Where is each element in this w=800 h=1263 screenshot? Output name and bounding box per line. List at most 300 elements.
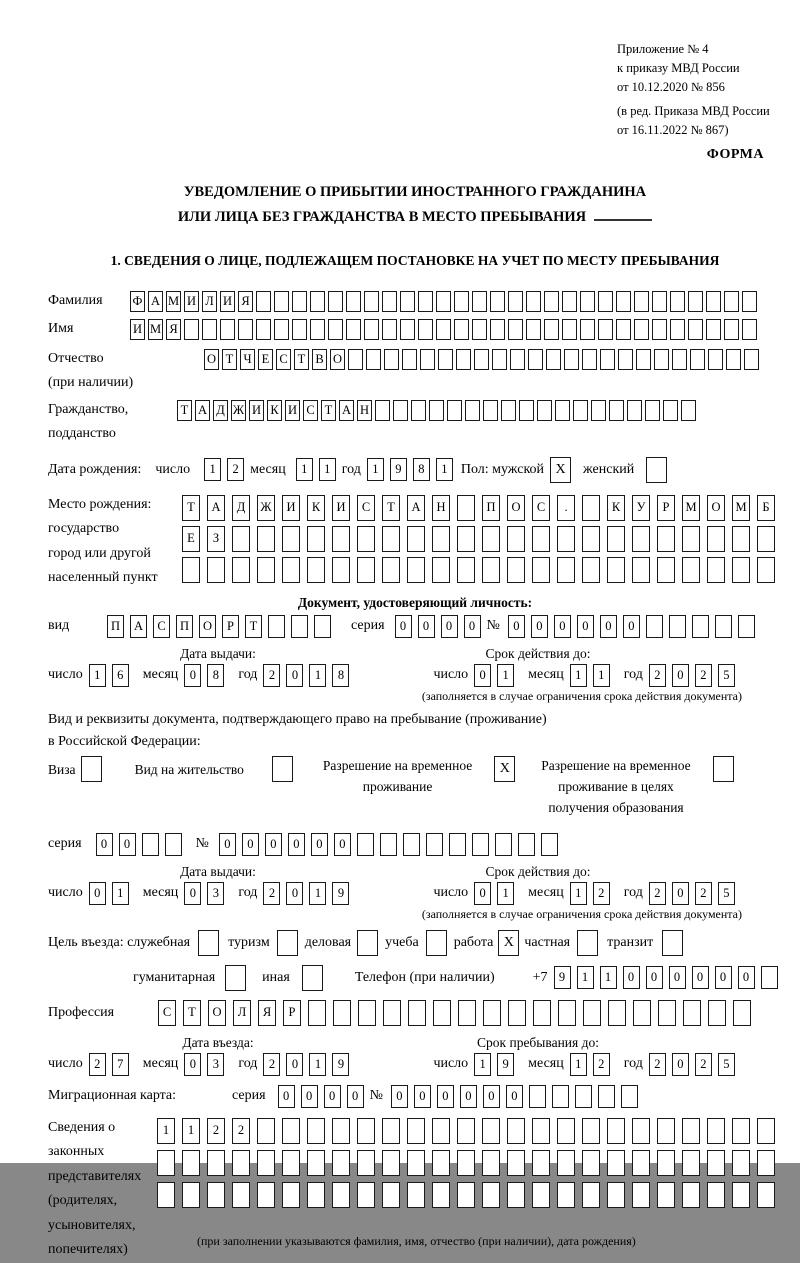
char-cell[interactable]: 0 bbox=[672, 882, 689, 905]
char-cell[interactable]: 0 bbox=[437, 1085, 454, 1108]
char-cell[interactable] bbox=[490, 291, 505, 312]
char-cell[interactable] bbox=[757, 1182, 775, 1208]
char-cell[interactable] bbox=[657, 526, 675, 552]
char-cell[interactable] bbox=[507, 1118, 525, 1144]
char-cell[interactable]: 1 bbox=[182, 1118, 200, 1144]
char-cell[interactable]: 7 bbox=[112, 1053, 129, 1076]
char-cell[interactable] bbox=[598, 319, 613, 340]
char-cell[interactable] bbox=[433, 1000, 451, 1026]
char-cell[interactable] bbox=[627, 400, 642, 421]
char-cell[interactable]: 0 bbox=[531, 615, 548, 638]
char-cell[interactable] bbox=[532, 557, 550, 583]
char-cell[interactable]: 2 bbox=[263, 664, 280, 687]
purpose-tourism-checkbox[interactable] bbox=[277, 930, 298, 956]
char-cell[interactable]: 1 bbox=[309, 1053, 326, 1076]
char-cell[interactable]: Ч bbox=[240, 349, 255, 370]
char-cell[interactable] bbox=[658, 1000, 676, 1026]
char-cell[interactable] bbox=[232, 557, 250, 583]
char-cell[interactable]: 0 bbox=[600, 615, 617, 638]
char-cell[interactable]: Я bbox=[238, 291, 253, 312]
char-cell[interactable]: 0 bbox=[347, 1085, 364, 1108]
char-cell[interactable] bbox=[308, 1000, 326, 1026]
char-cell[interactable]: А bbox=[130, 615, 147, 638]
visa-checkbox[interactable] bbox=[81, 756, 102, 782]
char-cell[interactable]: О bbox=[707, 495, 725, 521]
char-cell[interactable] bbox=[706, 291, 721, 312]
char-cell[interactable]: 0 bbox=[288, 833, 305, 856]
char-cell[interactable] bbox=[307, 526, 325, 552]
char-cell[interactable] bbox=[537, 400, 552, 421]
char-cell[interactable] bbox=[557, 557, 575, 583]
char-cell[interactable] bbox=[682, 1118, 700, 1144]
char-cell[interactable] bbox=[526, 291, 541, 312]
char-cell[interactable]: Р bbox=[222, 615, 239, 638]
char-cell[interactable] bbox=[532, 1182, 550, 1208]
purpose-transit-checkbox[interactable] bbox=[662, 930, 683, 956]
char-cell[interactable]: 1 bbox=[309, 664, 326, 687]
char-cell[interactable] bbox=[573, 400, 588, 421]
temp-residence-edu-checkbox[interactable] bbox=[713, 756, 734, 782]
char-cell[interactable] bbox=[407, 1150, 425, 1176]
char-cell[interactable]: 2 bbox=[232, 1118, 250, 1144]
char-cell[interactable] bbox=[706, 319, 721, 340]
char-cell[interactable] bbox=[257, 557, 275, 583]
char-cell[interactable]: И bbox=[249, 400, 264, 421]
char-cell[interactable] bbox=[157, 1150, 175, 1176]
char-cell[interactable]: Т bbox=[245, 615, 262, 638]
char-cell[interactable]: Т bbox=[177, 400, 192, 421]
char-cell[interactable]: 0 bbox=[242, 833, 259, 856]
char-cell[interactable]: 0 bbox=[119, 833, 136, 856]
char-cell[interactable] bbox=[328, 319, 343, 340]
char-cell[interactable] bbox=[707, 557, 725, 583]
char-cell[interactable]: 0 bbox=[646, 966, 663, 989]
char-cell[interactable] bbox=[507, 557, 525, 583]
char-cell[interactable]: К bbox=[307, 495, 325, 521]
char-cell[interactable] bbox=[582, 1118, 600, 1144]
char-cell[interactable] bbox=[457, 495, 475, 521]
char-cell[interactable] bbox=[757, 557, 775, 583]
char-cell[interactable] bbox=[182, 1182, 200, 1208]
char-cell[interactable] bbox=[407, 1118, 425, 1144]
char-cell[interactable] bbox=[732, 557, 750, 583]
char-cell[interactable] bbox=[757, 526, 775, 552]
char-cell[interactable] bbox=[508, 1000, 526, 1026]
char-cell[interactable] bbox=[657, 1150, 675, 1176]
char-cell[interactable] bbox=[682, 526, 700, 552]
char-cell[interactable]: 1 bbox=[436, 458, 453, 481]
char-cell[interactable]: 0 bbox=[474, 882, 491, 905]
char-cell[interactable]: 1 bbox=[570, 1053, 587, 1076]
char-cell[interactable] bbox=[142, 833, 159, 856]
char-cell[interactable] bbox=[652, 291, 667, 312]
char-cell[interactable] bbox=[182, 557, 200, 583]
char-cell[interactable] bbox=[310, 291, 325, 312]
char-cell[interactable] bbox=[669, 615, 686, 638]
char-cell[interactable] bbox=[724, 291, 739, 312]
char-cell[interactable] bbox=[608, 1000, 626, 1026]
char-cell[interactable] bbox=[657, 1118, 675, 1144]
char-cell[interactable]: К bbox=[267, 400, 282, 421]
char-cell[interactable] bbox=[482, 526, 500, 552]
char-cell[interactable] bbox=[600, 349, 615, 370]
char-cell[interactable] bbox=[328, 291, 343, 312]
char-cell[interactable] bbox=[472, 319, 487, 340]
char-cell[interactable] bbox=[157, 1182, 175, 1208]
char-cell[interactable]: 9 bbox=[332, 1053, 349, 1076]
purpose-study-checkbox[interactable] bbox=[426, 930, 447, 956]
char-cell[interactable]: И bbox=[130, 319, 145, 340]
char-cell[interactable] bbox=[557, 526, 575, 552]
char-cell[interactable]: С bbox=[276, 349, 291, 370]
char-cell[interactable] bbox=[482, 557, 500, 583]
char-cell[interactable] bbox=[282, 557, 300, 583]
char-cell[interactable]: В bbox=[312, 349, 327, 370]
char-cell[interactable] bbox=[291, 615, 308, 638]
purpose-humanitarian-checkbox[interactable] bbox=[225, 965, 246, 991]
char-cell[interactable] bbox=[621, 1085, 638, 1108]
char-cell[interactable] bbox=[332, 526, 350, 552]
char-cell[interactable] bbox=[482, 1182, 500, 1208]
char-cell[interactable]: Е bbox=[182, 526, 200, 552]
char-cell[interactable]: З bbox=[207, 526, 225, 552]
purpose-business-checkbox[interactable] bbox=[357, 930, 378, 956]
char-cell[interactable] bbox=[688, 319, 703, 340]
char-cell[interactable]: 0 bbox=[483, 1085, 500, 1108]
char-cell[interactable]: 2 bbox=[227, 458, 244, 481]
char-cell[interactable]: Н bbox=[357, 400, 372, 421]
char-cell[interactable] bbox=[282, 526, 300, 552]
char-cell[interactable] bbox=[483, 1000, 501, 1026]
char-cell[interactable] bbox=[683, 1000, 701, 1026]
char-cell[interactable] bbox=[508, 291, 523, 312]
char-cell[interactable] bbox=[400, 319, 415, 340]
char-cell[interactable]: М bbox=[148, 319, 163, 340]
char-cell[interactable]: 2 bbox=[695, 664, 712, 687]
char-cell[interactable] bbox=[382, 1182, 400, 1208]
char-cell[interactable] bbox=[400, 291, 415, 312]
char-cell[interactable] bbox=[533, 1000, 551, 1026]
char-cell[interactable] bbox=[307, 557, 325, 583]
char-cell[interactable] bbox=[182, 1150, 200, 1176]
char-cell[interactable]: 2 bbox=[89, 1053, 106, 1076]
char-cell[interactable]: Т bbox=[321, 400, 336, 421]
char-cell[interactable]: 0 bbox=[715, 966, 732, 989]
char-cell[interactable]: О bbox=[507, 495, 525, 521]
char-cell[interactable] bbox=[742, 291, 757, 312]
char-cell[interactable] bbox=[557, 1150, 575, 1176]
char-cell[interactable]: О bbox=[199, 615, 216, 638]
char-cell[interactable] bbox=[358, 1000, 376, 1026]
char-cell[interactable]: С bbox=[532, 495, 550, 521]
char-cell[interactable]: Б bbox=[757, 495, 775, 521]
char-cell[interactable] bbox=[407, 557, 425, 583]
char-cell[interactable] bbox=[732, 1150, 750, 1176]
char-cell[interactable]: 2 bbox=[263, 1053, 280, 1076]
char-cell[interactable]: 9 bbox=[332, 882, 349, 905]
char-cell[interactable] bbox=[282, 1182, 300, 1208]
char-cell[interactable] bbox=[744, 349, 759, 370]
char-cell[interactable]: 0 bbox=[334, 833, 351, 856]
sex-male-checkbox[interactable]: X bbox=[550, 457, 571, 483]
char-cell[interactable] bbox=[220, 319, 235, 340]
char-cell[interactable]: 0 bbox=[577, 615, 594, 638]
char-cell[interactable] bbox=[634, 291, 649, 312]
char-cell[interactable] bbox=[307, 1118, 325, 1144]
char-cell[interactable] bbox=[645, 400, 660, 421]
char-cell[interactable] bbox=[457, 1150, 475, 1176]
char-cell[interactable] bbox=[418, 319, 433, 340]
char-cell[interactable]: 0 bbox=[395, 615, 412, 638]
char-cell[interactable]: 0 bbox=[286, 882, 303, 905]
char-cell[interactable] bbox=[457, 1118, 475, 1144]
char-cell[interactable] bbox=[646, 615, 663, 638]
char-cell[interactable]: 0 bbox=[672, 1053, 689, 1076]
char-cell[interactable] bbox=[432, 1150, 450, 1176]
char-cell[interactable]: 0 bbox=[414, 1085, 431, 1108]
char-cell[interactable]: Н bbox=[432, 495, 450, 521]
char-cell[interactable] bbox=[672, 349, 687, 370]
char-cell[interactable]: 5 bbox=[718, 1053, 735, 1076]
char-cell[interactable] bbox=[447, 400, 462, 421]
char-cell[interactable] bbox=[232, 526, 250, 552]
char-cell[interactable] bbox=[654, 349, 669, 370]
char-cell[interactable] bbox=[564, 349, 579, 370]
char-cell[interactable] bbox=[742, 319, 757, 340]
char-cell[interactable]: Я bbox=[258, 1000, 276, 1026]
char-cell[interactable] bbox=[432, 526, 450, 552]
purpose-other-checkbox[interactable] bbox=[302, 965, 323, 991]
char-cell[interactable]: 0 bbox=[418, 615, 435, 638]
char-cell[interactable]: М bbox=[732, 495, 750, 521]
char-cell[interactable] bbox=[632, 526, 650, 552]
char-cell[interactable] bbox=[582, 526, 600, 552]
char-cell[interactable] bbox=[507, 1150, 525, 1176]
char-cell[interactable]: 1 bbox=[296, 458, 313, 481]
char-cell[interactable]: А bbox=[339, 400, 354, 421]
char-cell[interactable] bbox=[274, 291, 289, 312]
char-cell[interactable]: 2 bbox=[695, 882, 712, 905]
char-cell[interactable]: 0 bbox=[738, 966, 755, 989]
char-cell[interactable]: 0 bbox=[184, 1053, 201, 1076]
char-cell[interactable]: С bbox=[153, 615, 170, 638]
char-cell[interactable] bbox=[438, 349, 453, 370]
char-cell[interactable] bbox=[366, 349, 381, 370]
char-cell[interactable]: П bbox=[107, 615, 124, 638]
char-cell[interactable] bbox=[274, 319, 289, 340]
char-cell[interactable]: 1 bbox=[89, 664, 106, 687]
char-cell[interactable]: О bbox=[204, 349, 219, 370]
char-cell[interactable]: 0 bbox=[672, 664, 689, 687]
char-cell[interactable]: М bbox=[682, 495, 700, 521]
char-cell[interactable]: 0 bbox=[464, 615, 481, 638]
char-cell[interactable]: 1 bbox=[577, 966, 594, 989]
char-cell[interactable] bbox=[375, 400, 390, 421]
char-cell[interactable] bbox=[490, 319, 505, 340]
char-cell[interactable]: 5 bbox=[718, 664, 735, 687]
char-cell[interactable]: 0 bbox=[474, 664, 491, 687]
char-cell[interactable]: 2 bbox=[593, 1053, 610, 1076]
char-cell[interactable] bbox=[332, 1182, 350, 1208]
char-cell[interactable] bbox=[268, 615, 285, 638]
char-cell[interactable] bbox=[432, 557, 450, 583]
char-cell[interactable] bbox=[257, 526, 275, 552]
char-cell[interactable] bbox=[532, 526, 550, 552]
char-cell[interactable] bbox=[562, 291, 577, 312]
char-cell[interactable] bbox=[733, 1000, 751, 1026]
char-cell[interactable]: 0 bbox=[391, 1085, 408, 1108]
char-cell[interactable]: 1 bbox=[157, 1118, 175, 1144]
char-cell[interactable]: Р bbox=[283, 1000, 301, 1026]
char-cell[interactable] bbox=[562, 319, 577, 340]
char-cell[interactable] bbox=[616, 319, 631, 340]
char-cell[interactable]: 2 bbox=[649, 882, 666, 905]
char-cell[interactable] bbox=[591, 400, 606, 421]
char-cell[interactable]: К bbox=[607, 495, 625, 521]
char-cell[interactable] bbox=[557, 1118, 575, 1144]
char-cell[interactable]: 1 bbox=[112, 882, 129, 905]
char-cell[interactable] bbox=[382, 1118, 400, 1144]
char-cell[interactable] bbox=[529, 1085, 546, 1108]
char-cell[interactable]: С bbox=[158, 1000, 176, 1026]
char-cell[interactable] bbox=[607, 557, 625, 583]
char-cell[interactable] bbox=[402, 349, 417, 370]
char-cell[interactable]: И bbox=[285, 400, 300, 421]
char-cell[interactable] bbox=[607, 1118, 625, 1144]
char-cell[interactable]: 1 bbox=[319, 458, 336, 481]
char-cell[interactable]: О bbox=[330, 349, 345, 370]
char-cell[interactable]: М bbox=[166, 291, 181, 312]
char-cell[interactable]: О bbox=[208, 1000, 226, 1026]
char-cell[interactable]: 0 bbox=[96, 833, 113, 856]
purpose-work-checkbox[interactable]: X bbox=[498, 930, 519, 956]
char-cell[interactable]: Ж bbox=[231, 400, 246, 421]
char-cell[interactable] bbox=[707, 526, 725, 552]
char-cell[interactable] bbox=[420, 349, 435, 370]
char-cell[interactable]: 0 bbox=[692, 966, 709, 989]
char-cell[interactable] bbox=[632, 1118, 650, 1144]
char-cell[interactable] bbox=[207, 1150, 225, 1176]
char-cell[interactable] bbox=[607, 1182, 625, 1208]
char-cell[interactable]: 0 bbox=[286, 664, 303, 687]
char-cell[interactable] bbox=[456, 349, 471, 370]
char-cell[interactable]: 2 bbox=[263, 882, 280, 905]
char-cell[interactable]: Л bbox=[202, 291, 217, 312]
char-cell[interactable]: 0 bbox=[623, 966, 640, 989]
char-cell[interactable] bbox=[382, 526, 400, 552]
char-cell[interactable] bbox=[598, 291, 613, 312]
char-cell[interactable] bbox=[364, 291, 379, 312]
char-cell[interactable] bbox=[738, 615, 755, 638]
char-cell[interactable]: 0 bbox=[441, 615, 458, 638]
char-cell[interactable] bbox=[165, 833, 182, 856]
char-cell[interactable] bbox=[383, 1000, 401, 1026]
purpose-official-checkbox[interactable] bbox=[198, 930, 219, 956]
char-cell[interactable] bbox=[314, 615, 331, 638]
char-cell[interactable] bbox=[519, 400, 534, 421]
char-cell[interactable] bbox=[707, 1182, 725, 1208]
char-cell[interactable]: 8 bbox=[413, 458, 430, 481]
char-cell[interactable] bbox=[408, 1000, 426, 1026]
char-cell[interactable]: С bbox=[303, 400, 318, 421]
char-cell[interactable] bbox=[598, 1085, 615, 1108]
char-cell[interactable] bbox=[282, 1150, 300, 1176]
char-cell[interactable] bbox=[544, 291, 559, 312]
char-cell[interactable] bbox=[184, 319, 199, 340]
char-cell[interactable]: Е bbox=[258, 349, 273, 370]
char-cell[interactable]: 3 bbox=[207, 882, 224, 905]
char-cell[interactable]: П bbox=[482, 495, 500, 521]
char-cell[interactable]: 2 bbox=[207, 1118, 225, 1144]
char-cell[interactable]: Т bbox=[382, 495, 400, 521]
char-cell[interactable]: 1 bbox=[570, 664, 587, 687]
char-cell[interactable] bbox=[457, 526, 475, 552]
char-cell[interactable] bbox=[681, 400, 696, 421]
char-cell[interactable] bbox=[346, 291, 361, 312]
char-cell[interactable] bbox=[292, 291, 307, 312]
char-cell[interactable] bbox=[429, 400, 444, 421]
char-cell[interactable] bbox=[580, 291, 595, 312]
char-cell[interactable]: 0 bbox=[460, 1085, 477, 1108]
char-cell[interactable]: И bbox=[220, 291, 235, 312]
char-cell[interactable] bbox=[707, 1150, 725, 1176]
char-cell[interactable]: . bbox=[557, 495, 575, 521]
char-cell[interactable]: 6 bbox=[112, 664, 129, 687]
char-cell[interactable] bbox=[332, 1150, 350, 1176]
char-cell[interactable] bbox=[292, 319, 307, 340]
char-cell[interactable] bbox=[580, 319, 595, 340]
temp-residence-checkbox[interactable]: X bbox=[494, 756, 515, 782]
char-cell[interactable] bbox=[582, 1182, 600, 1208]
char-cell[interactable] bbox=[380, 833, 397, 856]
char-cell[interactable] bbox=[541, 833, 558, 856]
char-cell[interactable] bbox=[732, 1182, 750, 1208]
char-cell[interactable]: И bbox=[184, 291, 199, 312]
char-cell[interactable] bbox=[436, 319, 451, 340]
char-cell[interactable]: 1 bbox=[474, 1053, 491, 1076]
char-cell[interactable] bbox=[682, 557, 700, 583]
char-cell[interactable] bbox=[583, 1000, 601, 1026]
char-cell[interactable] bbox=[364, 319, 379, 340]
char-cell[interactable] bbox=[332, 557, 350, 583]
char-cell[interactable]: 5 bbox=[718, 882, 735, 905]
char-cell[interactable] bbox=[346, 319, 361, 340]
char-cell[interactable]: 0 bbox=[219, 833, 236, 856]
char-cell[interactable]: Т bbox=[183, 1000, 201, 1026]
char-cell[interactable] bbox=[458, 1000, 476, 1026]
char-cell[interactable] bbox=[761, 966, 778, 989]
char-cell[interactable] bbox=[757, 1118, 775, 1144]
char-cell[interactable] bbox=[403, 833, 420, 856]
char-cell[interactable] bbox=[407, 526, 425, 552]
char-cell[interactable] bbox=[558, 1000, 576, 1026]
char-cell[interactable] bbox=[501, 400, 516, 421]
char-cell[interactable]: А bbox=[195, 400, 210, 421]
char-cell[interactable]: Д bbox=[213, 400, 228, 421]
char-cell[interactable]: Д bbox=[232, 495, 250, 521]
char-cell[interactable]: Я bbox=[166, 319, 181, 340]
char-cell[interactable] bbox=[582, 495, 600, 521]
char-cell[interactable]: 9 bbox=[390, 458, 407, 481]
char-cell[interactable]: Т bbox=[222, 349, 237, 370]
char-cell[interactable] bbox=[670, 291, 685, 312]
char-cell[interactable]: 1 bbox=[367, 458, 384, 481]
char-cell[interactable] bbox=[256, 319, 271, 340]
char-cell[interactable] bbox=[483, 400, 498, 421]
char-cell[interactable]: 2 bbox=[649, 1053, 666, 1076]
char-cell[interactable] bbox=[582, 349, 597, 370]
char-cell[interactable] bbox=[257, 1182, 275, 1208]
